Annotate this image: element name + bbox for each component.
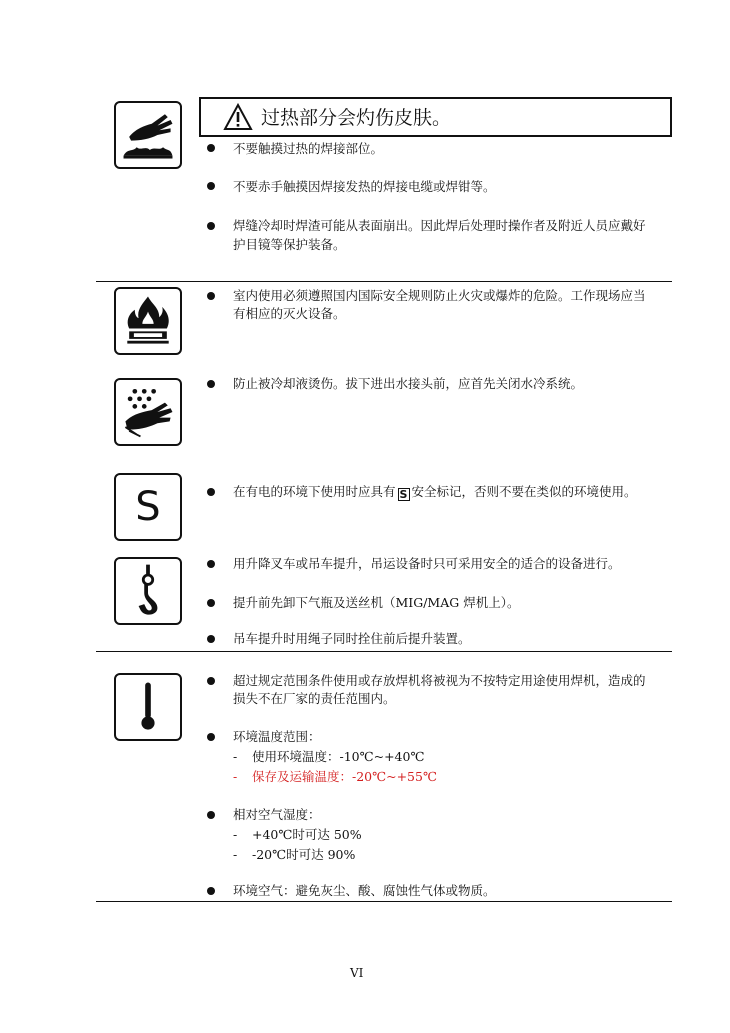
temp-heading: 环境温度范围： xyxy=(233,729,321,744)
bullet xyxy=(207,222,215,230)
bullet xyxy=(207,144,215,152)
s-mark-text-after: 安全标记，否则不要在类似的环境使用。 xyxy=(411,484,637,499)
thermometer-icon xyxy=(114,673,182,741)
s-mark-text-before: 在有电的环境下使用时应具有 xyxy=(233,484,396,499)
warning-triangle-icon xyxy=(223,103,253,131)
lifting-item-3: 吊车提升时用绳子同时拴住前后提升装置。 xyxy=(233,631,471,646)
bullet xyxy=(207,677,215,685)
section-divider xyxy=(96,281,672,282)
fire-icon xyxy=(114,287,182,355)
s-mark-inline-icon: S xyxy=(398,488,410,501)
coolant-text: 防止被冷却液烫伤。拔下进出水接头前，应首先关闭水冷系统。 xyxy=(233,376,584,391)
ambient-air: 环境空气：避免灰尘、酸、腐蚀性气体或物质。 xyxy=(233,883,496,898)
section-divider xyxy=(96,901,672,902)
coolant-burn-icon xyxy=(114,378,182,446)
lifting-item-2: 提升前先卸下气瓶及送丝机（MIG/MAG 焊机上）。 xyxy=(233,595,520,610)
warning-title: 过热部分会灼伤皮肤。 xyxy=(261,107,452,129)
fire-line2: 有相应的灭火设备。 xyxy=(233,306,346,321)
hot-surface-icon xyxy=(114,101,182,169)
bullet xyxy=(207,380,215,388)
bullet xyxy=(207,887,215,895)
bullet xyxy=(207,635,215,643)
hot-item-1: 不要触摸过热的焊接部位。 xyxy=(233,141,384,156)
lifting-item-1: 用升降叉车或吊车提升，吊运设备时只可采用安全的适合的设备进行。 xyxy=(233,556,621,571)
dash: - xyxy=(233,769,238,784)
s-mark-text xyxy=(233,482,637,501)
bullet xyxy=(207,811,215,819)
dash: - xyxy=(233,827,238,842)
dash: - xyxy=(233,749,238,764)
temp-operating: 使用环境温度：-10℃~+40℃ xyxy=(252,749,425,764)
env-intro-line1: 超过规定范围条件使用或存放焊机将被视为不按特定用途使用焊机，造成的 xyxy=(233,673,646,688)
fire-line1: 室内使用必须遵照国内国际安全规则防止火灾或爆炸的危险。工作现场应当 xyxy=(233,288,646,303)
bullet xyxy=(207,182,215,190)
s-mark-letter: S xyxy=(135,484,161,530)
humidity-low-temp: -20℃时可达 90% xyxy=(252,847,356,862)
temp-storage: 保存及运输温度：-20℃~+55℃ xyxy=(252,769,437,784)
s-mark-icon xyxy=(114,473,182,541)
page-number: VI xyxy=(350,966,364,980)
hot-item-3-line2: 护目镜等保护装备。 xyxy=(233,237,346,252)
hot-item-2: 不要赤手触摸因焊接发热的焊接电缆或焊钳等。 xyxy=(233,179,496,194)
dash: - xyxy=(233,847,238,862)
humidity-heading: 相对空气湿度： xyxy=(233,807,321,822)
bullet xyxy=(207,733,215,741)
crane-hook-icon xyxy=(114,557,182,625)
bullet xyxy=(207,488,215,496)
env-intro-line2: 损失不在厂家的责任范围内。 xyxy=(233,691,396,706)
section-divider xyxy=(96,651,672,652)
warning-banner xyxy=(199,97,672,137)
hot-item-3-line1: 焊缝冷却时焊渣可能从表面崩出。因此焊后处理时操作者及附近人员应戴好 xyxy=(233,218,646,233)
bullet xyxy=(207,599,215,607)
bullet xyxy=(207,560,215,568)
bullet xyxy=(207,292,215,300)
humidity-high-temp: +40℃时可达 50% xyxy=(252,827,362,842)
